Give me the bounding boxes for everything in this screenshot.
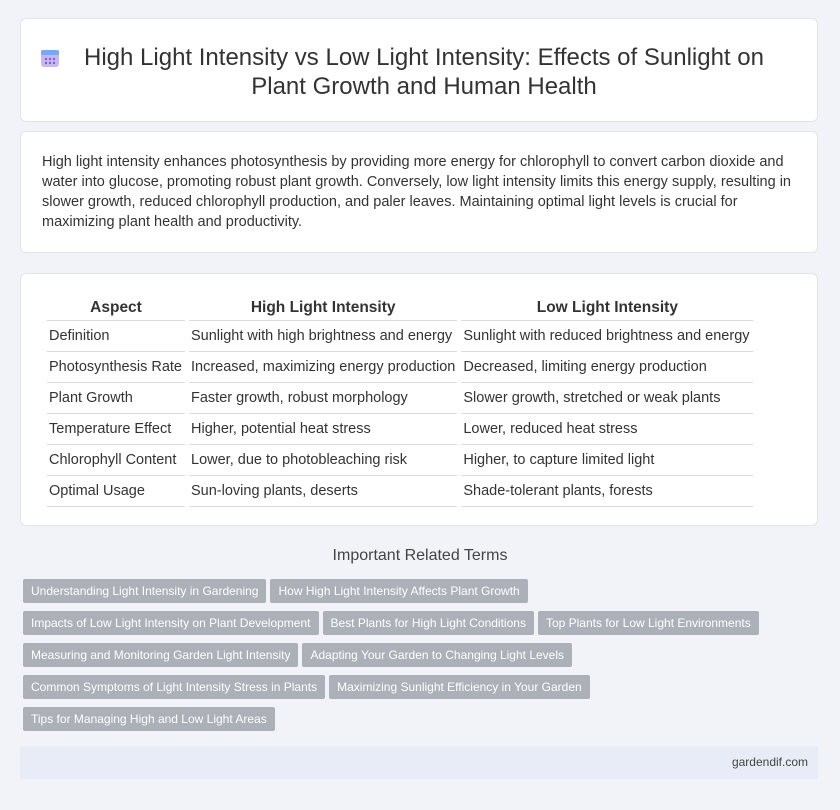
footer-site-link[interactable]: gardendif.com: [731, 755, 808, 769]
related-term-tag[interactable]: Impacts of Low Light Intensity on Plant Development: [23, 611, 319, 635]
table-cell: Increased, maximizing energy production: [189, 352, 457, 383]
table-cell: Plant Growth: [47, 383, 185, 414]
table-cell: Lower, due to photobleaching risk: [189, 445, 457, 476]
table-cell: Decreased, limiting energy production: [461, 352, 753, 383]
related-terms-list: [23, 579, 813, 739]
column-header-low: Low Light Intensity: [461, 296, 753, 321]
table-row: [47, 321, 753, 352]
table-cell: Slower growth, stretched or weak plants: [461, 383, 753, 414]
intro-paragraph: High light intensity enhances photosynthesis by providing more energy for chlorophyll to convert carbon dioxide and water into glucose, promoting robust plant growth. Conversely, low light intensity limits this energy supply, resulting in slower growth, reduced chlorophyll production, and paler leaves. Maintaining optimal light levels is crucial for maximizing plant health and productivity.: [42, 154, 791, 230]
table-cell: Higher, to capture limited light: [461, 445, 753, 476]
column-header-aspect: Aspect: [47, 296, 185, 321]
tag-row: [23, 611, 813, 643]
related-term-tag[interactable]: Tips for Managing High and Low Light Areas: [23, 707, 275, 731]
intro-card: [20, 131, 818, 253]
column-header-high: High Light Intensity: [189, 296, 457, 321]
table-row: [47, 383, 753, 414]
header-card: [20, 18, 818, 122]
page-title: High Light Intensity vs Low Light Intensity: Effects of Sunlight on Plant Growth and Human Health: [84, 44, 764, 100]
table-row: [47, 445, 753, 476]
related-terms-heading: Important Related Terms: [332, 547, 508, 564]
related-term-tag[interactable]: Best Plants for High Light Conditions: [323, 611, 534, 635]
related-term-tag[interactable]: Top Plants for Low Light Environments: [538, 611, 759, 635]
table-cell: Definition: [47, 321, 185, 352]
table-cell: Faster growth, robust morphology: [189, 383, 457, 414]
table-cell: Higher, potential heat stress: [189, 414, 457, 445]
table-row: [47, 476, 753, 507]
table-cell: Temperature Effect: [47, 414, 185, 445]
table-cell: Shade-tolerant plants, forests: [461, 476, 753, 507]
comparison-card: [20, 273, 818, 526]
footer: [20, 746, 818, 779]
related-term-tag[interactable]: Maximizing Sunlight Efficiency in Your Garden: [329, 675, 590, 699]
table-cell: Lower, reduced heat stress: [461, 414, 753, 445]
related-term-tag[interactable]: Adapting Your Garden to Changing Light Levels: [302, 643, 572, 667]
comparison-table: [43, 296, 757, 507]
table-cell: Sunlight with reduced brightness and energy: [461, 321, 753, 352]
tag-row: [23, 707, 813, 739]
related-term-tag[interactable]: How High Light Intensity Affects Plant Growth: [270, 579, 527, 603]
tag-row: [23, 643, 813, 675]
table-cell: Chlorophyll Content: [47, 445, 185, 476]
related-term-tag[interactable]: Common Symptoms of Light Intensity Stress in Plants: [23, 675, 325, 699]
table-cell: Sunlight with high brightness and energy: [189, 321, 457, 352]
table-cell: Sun-loving plants, deserts: [189, 476, 457, 507]
table-cell: Optimal Usage: [47, 476, 185, 507]
tag-row: [23, 579, 813, 611]
related-term-tag[interactable]: Measuring and Monitoring Garden Light Intensity: [23, 643, 298, 667]
calendar-icon: [39, 47, 61, 69]
table-row: [47, 352, 753, 383]
tag-row: [23, 675, 813, 707]
table-row: [47, 414, 753, 445]
table-cell: Photosynthesis Rate: [47, 352, 185, 383]
related-term-tag[interactable]: Understanding Light Intensity in Gardening: [23, 579, 266, 603]
table-header-row: [47, 296, 753, 321]
